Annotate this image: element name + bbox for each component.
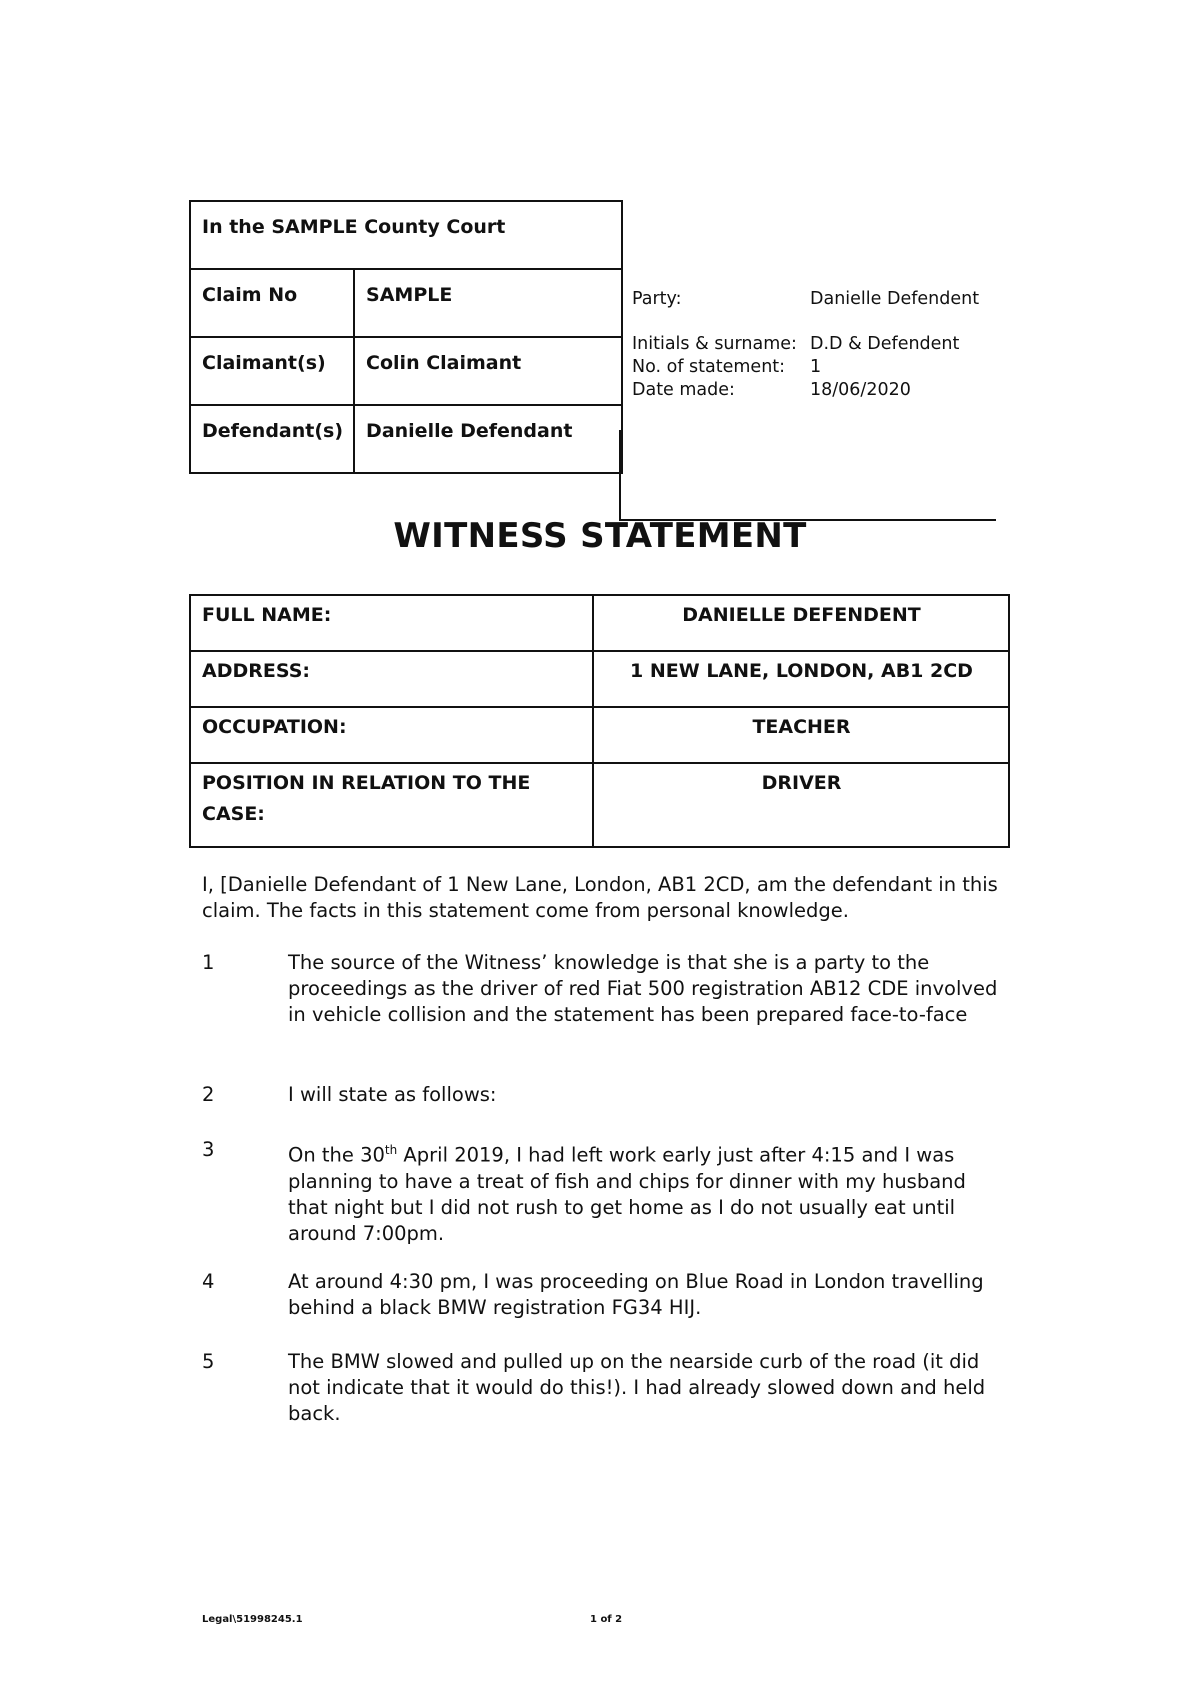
full-name-value: DANIELLE DEFENDENT	[593, 595, 1009, 651]
paragraph-text-start: On the 30	[288, 1143, 385, 1167]
occupation-value: TEACHER	[593, 707, 1009, 763]
statement-no-label: No. of statement:	[632, 357, 786, 377]
paragraph-3	[202, 1137, 1002, 1247]
party-info	[632, 288, 979, 402]
witness-details-table	[189, 594, 1010, 848]
party-border-vertical	[619, 430, 621, 521]
paragraph-text: I will state as follows:	[288, 1083, 497, 1106]
footer-reference: Legal\51998245.1	[202, 1614, 303, 1625]
paragraph-text: The BMW slowed and pulled up on the nearside curb of the road (it did not indicate that it would do this!). I had already slowed down and held back.	[288, 1350, 986, 1425]
footer-page-number: 1 of 2	[590, 1614, 623, 1625]
paragraph-1	[202, 950, 1002, 1028]
paragraph-text-end: April 2019, I had left work early just after 4:15 and I was planning to have a treat of fish and chips for dinner with my husband that night but I did not rush to get home as I do not usually eat until around 7:00pm.	[288, 1143, 966, 1245]
date-made-value: 18/06/2020	[810, 380, 911, 400]
party-value: Danielle Defendent	[810, 289, 980, 309]
paragraph-2	[202, 1082, 1002, 1108]
paragraph-text: At around 4:30 pm, I was proceeding on Blue Road in London travelling behind a black BMW registration FG34 HIJ.	[288, 1270, 984, 1319]
court-title-row	[190, 201, 622, 269]
paragraph-number: 2	[202, 1083, 215, 1106]
initials-value: D.D & Defendent	[810, 334, 960, 354]
statement-no-value: 1	[810, 357, 822, 377]
statement-no-row	[632, 356, 979, 379]
occupation-label: OCCUPATION:	[190, 707, 593, 763]
party-row	[632, 288, 979, 311]
occupation-row	[190, 707, 1009, 763]
claimant-row	[190, 337, 622, 405]
defendant-value: Danielle Defendant	[354, 405, 622, 473]
paragraph-text	[288, 1137, 1002, 1247]
claim-no-row	[190, 269, 622, 337]
defendant-row	[190, 405, 622, 473]
address-value: 1 NEW LANE, LONDON, AB1 2CD	[593, 651, 1009, 707]
paragraph-number: 3	[202, 1138, 215, 1161]
full-name-row	[190, 595, 1009, 651]
document-title: WITNESS STATEMENT	[393, 516, 807, 556]
paragraph-number: 1	[202, 951, 215, 974]
claimant-value: Colin Claimant	[354, 337, 622, 405]
address-label: ADDRESS:	[190, 651, 593, 707]
position-label: POSITION IN RELATION TO THE CASE:	[190, 763, 593, 847]
claim-no-value: SAMPLE	[354, 269, 622, 337]
claimant-label: Claimant(s)	[190, 337, 354, 405]
position-row	[190, 763, 1009, 847]
paragraph-number: 5	[202, 1350, 215, 1373]
court-title: In the SAMPLE County Court	[190, 201, 622, 269]
claim-no-label: Claim No	[190, 269, 354, 337]
intro-paragraph: I, [Danielle Defendant of 1 New Lane, London, AB1 2CD, am the defendant in this claim. The facts in this statement come from personal knowledge.	[202, 873, 998, 922]
full-name-label: FULL NAME:	[190, 595, 593, 651]
paragraph-4	[202, 1269, 1002, 1321]
initials-row	[632, 333, 979, 356]
date-made-row	[632, 379, 979, 402]
paragraph-5	[202, 1349, 1002, 1427]
ordinal-suffix: th	[384, 1143, 398, 1157]
date-made-label: Date made:	[632, 380, 735, 400]
party-label: Party:	[632, 289, 682, 309]
paragraph-text: The source of the Witness’ knowledge is that she is a party to the proceedings as the driver of red Fiat 500 registration AB12 CDE involved in vehicle collision and the statement has been prepared face-to-face	[288, 951, 998, 1026]
initials-label: Initials & surname:	[632, 334, 797, 354]
defendant-label: Defendant(s)	[190, 405, 354, 473]
paragraph-number: 4	[202, 1270, 215, 1293]
address-row	[190, 651, 1009, 707]
position-value: DRIVER	[593, 763, 1009, 847]
court-header-table	[189, 200, 623, 474]
